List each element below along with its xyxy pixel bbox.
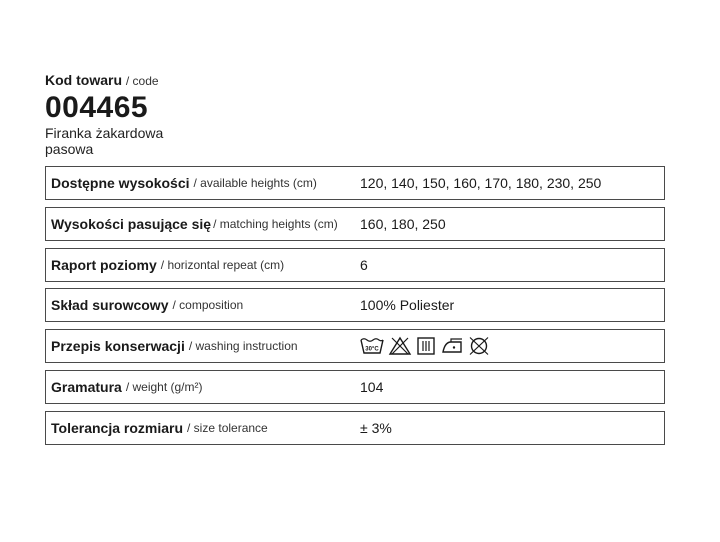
spec-label-en: / composition [172,298,244,313]
iron-low-icon [440,336,464,356]
spec-row-heights [45,166,665,200]
spec-row-horizontal-repeat [45,248,665,282]
product-description-line2: pasowa [45,141,94,157]
spec-row-weight [45,370,665,404]
specs-table [45,166,665,452]
spec-label-en: / horizontal repeat (cm) [160,257,285,272]
spec-value: 6 [360,256,368,273]
dry-flat-icon [416,336,436,356]
wash-temp-label: 30°C [365,346,379,353]
no-bleach-icon [388,336,412,356]
spec-label: Dostępne wysokości [51,175,190,191]
code-label: Kod towaru [45,72,122,88]
code-label-en: / code [125,74,159,88]
washing-icons [360,330,490,362]
spec-label: Tolerancja rozmiaru [51,419,184,436]
wash-30-icon [360,336,384,356]
spec-label: Wysokości pasujące się [51,215,212,232]
spec-value: 100% Poliester [360,297,455,314]
spec-value: 104 [360,378,384,395]
spec-value: ± 3% [360,419,392,436]
spec-row-size-tolerance [45,411,665,445]
spec-label-en: / weight (g/m²) [125,379,203,394]
spec-row-matching-heights [45,207,665,241]
product-description-line1: Firanka żakardowa [45,125,164,141]
product-code: 004465 [45,91,149,124]
code-line [45,71,163,90]
product-header [45,71,163,157]
spec-label-en: / size tolerance [187,420,268,435]
spec-label: Skład surowcowy [51,297,169,314]
spec-label: Raport poziomy [51,256,157,273]
no-dry-clean-icon [468,336,490,356]
spec-label: Przepis konserwacji [51,338,185,355]
spec-label-en: / washing instruction [188,339,298,354]
spec-row-washing [45,329,665,363]
spec-label: Gramatura [51,378,122,395]
spec-label-en: / matching heights (cm) [213,216,338,231]
spec-value: 120, 140, 150, 160, 170, 180, 230, 250 [360,175,602,191]
spec-label-en: / available heights (cm) [193,176,317,190]
spec-value: 160, 180, 250 [360,215,446,232]
spec-row-composition [45,288,665,322]
